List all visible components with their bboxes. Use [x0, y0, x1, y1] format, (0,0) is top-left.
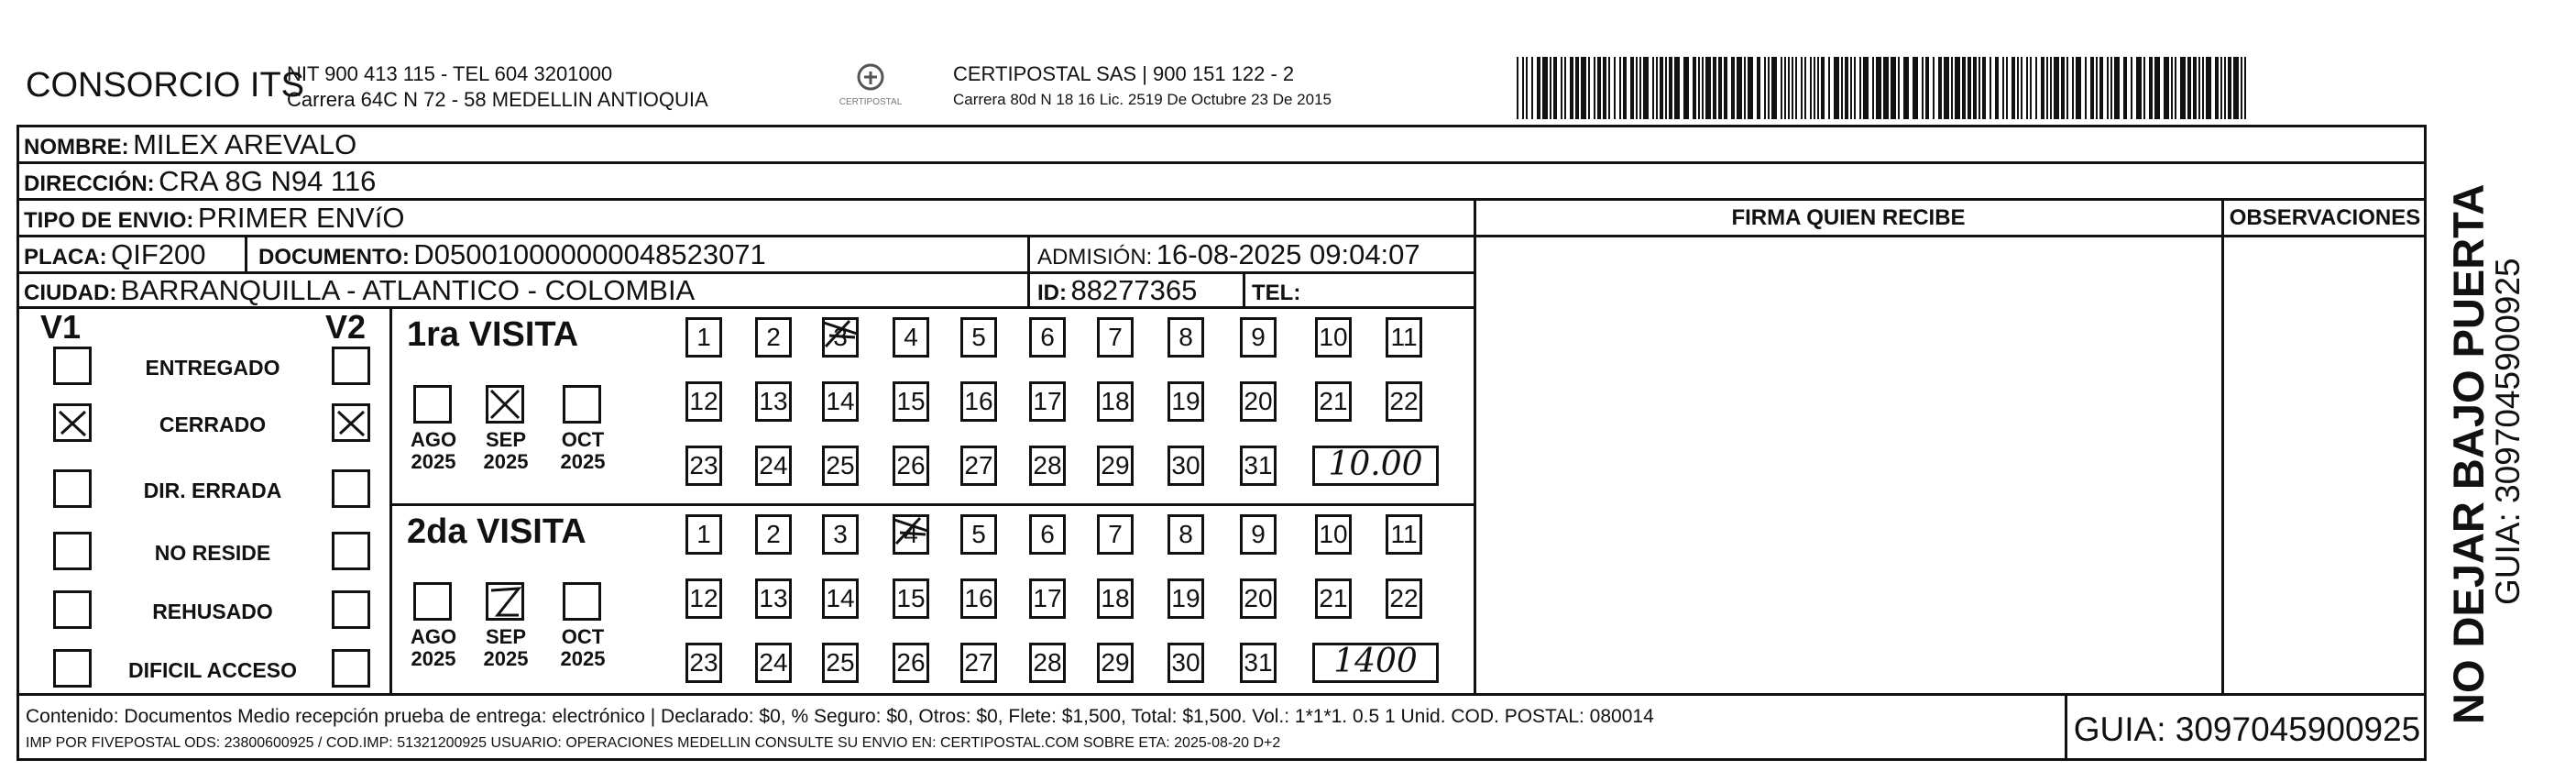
side-warning: NO DEJAR BAJO PUERTA — [2444, 183, 2493, 724]
barcode-bar — [1737, 57, 1742, 119]
month-checkbox[interactable] — [413, 385, 452, 424]
visit-hour[interactable]: 1400 — [1312, 643, 1439, 683]
month-checkbox[interactable] — [486, 582, 524, 621]
day-box[interactable]: 8 — [1167, 514, 1204, 555]
day-box[interactable]: 27 — [960, 446, 997, 486]
barcode-bar — [1817, 57, 1819, 119]
barcode-bar — [2041, 57, 2044, 119]
day-box[interactable]: 2 — [755, 514, 792, 555]
v1-label: V1 — [40, 308, 82, 346]
status-option-label: ENTREGADO — [145, 356, 280, 380]
barcode-bar — [1898, 57, 1900, 119]
barcode-bar — [1845, 57, 1848, 119]
day-box[interactable]: 1 — [685, 317, 722, 358]
day-box[interactable]: 20 — [1240, 381, 1277, 422]
day-box[interactable]: 19 — [1167, 578, 1204, 619]
barcode-bar — [1683, 57, 1689, 119]
barcode-bar — [2110, 57, 2112, 119]
day-box[interactable]: 21 — [1315, 381, 1352, 422]
day-box[interactable]: 13 — [755, 381, 792, 422]
barcode-bar — [2193, 57, 2197, 119]
status-option-label: REHUSADO — [152, 600, 273, 623]
barcode-bar — [1744, 57, 1746, 119]
barcode-bar — [1801, 57, 1803, 119]
id-label: ID: — [1037, 281, 1067, 305]
barcode-bar — [1588, 57, 1590, 119]
month-label: AGO 2025 — [410, 625, 457, 670]
barcode — [1517, 57, 2250, 119]
barcode-bar — [1944, 57, 1949, 119]
day-box[interactable]: 10 — [1315, 514, 1352, 555]
barcode-bar — [1619, 57, 1621, 119]
day-box[interactable]: 1 — [685, 514, 722, 555]
barcode-bar — [2123, 57, 2127, 119]
barcode-bar — [2187, 57, 2191, 119]
barcode-bar — [2171, 57, 2173, 119]
day-box[interactable]: 13 — [755, 578, 792, 619]
barcode-bar — [2228, 57, 2231, 119]
day-box[interactable]: 14 — [822, 381, 859, 422]
barcode-bar — [1575, 57, 1579, 119]
day-box[interactable]: 11 — [1386, 317, 1422, 358]
day-box[interactable]: 17 — [1029, 381, 1066, 422]
barcode-bar — [1841, 57, 1843, 119]
day-box[interactable]: 12 — [685, 578, 722, 619]
day-box[interactable]: 30 — [1167, 643, 1204, 683]
barcode-bar — [1903, 57, 1909, 119]
company-nit: NIT 900 413 115 - TEL 604 3201000 — [287, 62, 613, 85]
barcode-bar — [2090, 57, 2094, 119]
barcode-bar — [1979, 57, 1980, 119]
day-box[interactable]: 22 — [1386, 381, 1422, 422]
day-box[interactable]: 16 — [960, 578, 997, 619]
v2-label: V2 — [325, 308, 367, 346]
footer-details: Contenido: Documentos Medio recepción prueba de entrega: electrónico | Declarado: $0, % Seguro: $0, Otros: $0, Flete: $1,500, Total: $1,500. Vol.: 1*1*1. 0.5 1 Unid. COD. POSTAL: 080014 — [26, 706, 1654, 727]
barcode-bar — [1660, 57, 1663, 119]
day-box[interactable]: 24 — [755, 446, 792, 486]
barcode-bar — [1951, 57, 1953, 119]
barcode-bar — [1542, 57, 1548, 119]
day-box[interactable]: 20 — [1240, 578, 1277, 619]
v2-checkbox[interactable] — [332, 403, 370, 442]
day-box[interactable]: 2 — [755, 317, 792, 358]
company-name: CONSORCIO ITS — [26, 66, 305, 105]
direccion-label: DIRECCIÓN: — [24, 171, 155, 196]
barcode-bar — [2002, 57, 2004, 119]
tel-label: TEL: — [1252, 281, 1301, 305]
nombre-value: MILEX AREVALO — [133, 128, 357, 160]
barcode-bar — [1731, 57, 1735, 119]
month-checkbox[interactable] — [563, 385, 601, 424]
v2-checkbox[interactable] — [332, 590, 370, 629]
status-option-label: CERRADO — [159, 413, 267, 436]
barcode-bar — [1522, 57, 1524, 119]
day-box[interactable]: 15 — [893, 578, 929, 619]
day-box[interactable]: 14 — [822, 578, 859, 619]
day-box[interactable]: 29 — [1097, 643, 1134, 683]
barcode-bar — [2085, 57, 2087, 119]
day-box[interactable]: 15 — [893, 381, 929, 422]
barcode-bar — [1788, 57, 1790, 119]
month-checkbox[interactable] — [486, 385, 524, 424]
barcode-bar — [1764, 57, 1766, 119]
barcode-bar — [1962, 57, 1966, 119]
admision-value: 16-08-2025 09:04:07 — [1156, 238, 1420, 270]
day-box[interactable]: 25 — [822, 446, 859, 486]
v1-checkbox[interactable] — [53, 649, 92, 688]
day-box[interactable]: 23 — [685, 446, 722, 486]
day-box[interactable]: 7 — [1097, 317, 1134, 358]
barcode-bar — [1990, 57, 1991, 119]
barcode-bar — [1597, 57, 1601, 119]
status-option-label: DIR. ERRADA — [143, 479, 282, 502]
barcode-bar — [1955, 57, 1960, 119]
v2-checkbox[interactable] — [332, 347, 370, 385]
visit-hour[interactable]: 10.00 — [1312, 446, 1439, 486]
barcode-bar — [1570, 57, 1573, 119]
day-box[interactable]: 28 — [1029, 643, 1066, 683]
barcode-bar — [1863, 57, 1869, 119]
barcode-bar — [1550, 57, 1551, 119]
barcode-bar — [2164, 57, 2169, 119]
barcode-bar — [1810, 57, 1812, 119]
barcode-bar — [2026, 57, 2028, 119]
barcode-bar — [2114, 57, 2120, 119]
barcode-bar — [1623, 57, 1627, 119]
day-box[interactable]: 4 — [893, 514, 929, 555]
barcode-bar — [1724, 57, 1727, 119]
barcode-bar — [1883, 57, 1889, 119]
day-box[interactable]: 11 — [1386, 514, 1422, 555]
barcode-bar — [2046, 57, 2048, 119]
day-box[interactable]: 25 — [822, 643, 859, 683]
day-box[interactable]: 31 — [1240, 446, 1277, 486]
barcode-bar — [1656, 57, 1658, 119]
barcode-bar — [2149, 57, 2153, 119]
barcode-bar — [1872, 57, 1874, 119]
barcode-bar — [2244, 57, 2246, 119]
barcode-bar — [1784, 57, 1786, 119]
day-box[interactable]: 12 — [685, 381, 722, 422]
day-box[interactable]: 27 — [960, 643, 997, 683]
barcode-bar — [1665, 57, 1667, 119]
v1-checkbox[interactable] — [53, 347, 92, 385]
barcode-bar — [2006, 57, 2008, 119]
barcode-bar — [1973, 57, 1977, 119]
day-box[interactable]: 23 — [685, 643, 722, 683]
barcode-bar — [2050, 57, 2052, 119]
barcode-bar — [2131, 57, 2132, 119]
footer-guia: GUIA: 3097045900925 — [2073, 710, 2421, 748]
partner-name: CERTIPOSTAL SAS | 900 151 122 - 2 — [953, 62, 1295, 85]
barcode-bar — [1913, 57, 1918, 119]
month-checkbox[interactable] — [413, 582, 452, 621]
day-box[interactable]: 30 — [1167, 446, 1204, 486]
placa-label: PLACA: — [24, 245, 107, 270]
barcode-bar — [1643, 57, 1649, 119]
barcode-bar — [2215, 57, 2219, 119]
barcode-bar — [2011, 57, 2015, 119]
logo-text: CERTIPOSTAL — [839, 97, 903, 107]
barcode-bar — [2076, 57, 2081, 119]
barcode-bar — [1814, 57, 1815, 119]
barcode-bar — [2066, 57, 2068, 119]
barcode-bar — [1636, 57, 1638, 119]
barcode-bar — [1876, 57, 1881, 119]
observaciones-area[interactable] — [2225, 237, 2425, 691]
v2-checkbox[interactable] — [332, 469, 370, 508]
tipo-envio-label: TIPO DE ENVIO: — [24, 208, 194, 233]
barcode-bar — [1757, 57, 1760, 119]
barcode-bar — [1933, 57, 1935, 119]
barcode-bar — [1698, 57, 1700, 119]
barcode-bar — [1859, 57, 1861, 119]
day-box[interactable]: 18 — [1097, 381, 1134, 422]
barcode-bar — [1718, 57, 1722, 119]
barcode-bar — [1526, 57, 1528, 119]
barcode-bar — [1795, 57, 1797, 119]
nombre-label: NOMBRE: — [24, 135, 129, 160]
firma-label: FIRMA QUIEN RECIBE — [1731, 205, 1966, 230]
barcode-bar — [2202, 57, 2204, 119]
v2-checkbox[interactable] — [332, 649, 370, 688]
barcode-bar — [1995, 57, 1999, 119]
day-box[interactable]: 17 — [1029, 578, 1066, 619]
barcode-bar — [2099, 57, 2103, 119]
day-box[interactable]: 5 — [960, 317, 997, 358]
barcode-bar — [1713, 57, 1716, 119]
day-box[interactable]: 18 — [1097, 578, 1134, 619]
id-value: 88277365 — [1070, 274, 1198, 306]
barcode-bar — [1925, 57, 1929, 119]
barcode-bar — [1891, 57, 1896, 119]
barcode-bar — [1705, 57, 1711, 119]
barcode-bar — [2072, 57, 2074, 119]
day-box[interactable]: 6 — [1029, 317, 1066, 358]
barcode-bar — [2220, 57, 2222, 119]
barcode-bar — [1581, 57, 1586, 119]
partner-address: Carrera 80d N 18 16 Lic. 2519 De Octubre 23 De 2015 — [953, 91, 1332, 108]
month-checkbox[interactable] — [563, 582, 601, 621]
barcode-bar — [1771, 57, 1777, 119]
barcode-bar — [1968, 57, 1971, 119]
day-box[interactable]: 9 — [1240, 514, 1277, 555]
barcode-bar — [2054, 57, 2059, 119]
barcode-bar — [1748, 57, 1753, 119]
direccion-value: CRA 8G N94 116 — [159, 165, 377, 197]
day-box[interactable]: 28 — [1029, 446, 1066, 486]
day-box[interactable]: 16 — [960, 381, 997, 422]
barcode-bar — [1674, 57, 1680, 119]
company-address: Carrera 64C N 72 - 58 MEDELLIN ANTIOQUIA — [287, 88, 708, 111]
barcode-bar — [1850, 57, 1852, 119]
barcode-bar — [1614, 57, 1616, 119]
barcode-bar — [1922, 57, 1924, 119]
day-box[interactable]: 29 — [1097, 446, 1134, 486]
barcode-bar — [2198, 57, 2200, 119]
day-box[interactable]: 21 — [1315, 578, 1352, 619]
barcode-bar — [2154, 57, 2160, 119]
day-box[interactable]: 3 — [822, 317, 859, 358]
barcode-bar — [1603, 57, 1606, 119]
barcode-bar — [1630, 57, 1634, 119]
barcode-bar — [1828, 57, 1830, 119]
barcode-bar — [2180, 57, 2186, 119]
barcode-bar — [2206, 57, 2211, 119]
barcode-bar — [2017, 57, 2019, 119]
barcode-bar — [1938, 57, 1942, 119]
ciudad-label: CIUDAD: — [24, 281, 117, 305]
month-label: OCT 2025 — [560, 625, 606, 670]
month-label: AGO 2025 — [410, 428, 457, 473]
barcode-bar — [1669, 57, 1672, 119]
barcode-bar — [1639, 57, 1641, 119]
observaciones-label: OBSERVACIONES — [2229, 205, 2421, 230]
status-option-label: NO RESIDE — [154, 541, 271, 565]
barcode-bar — [1561, 57, 1562, 119]
barcode-bar — [1854, 57, 1856, 119]
barcode-bar — [1702, 57, 1704, 119]
barcode-bar — [2175, 57, 2176, 119]
barcode-bar — [1531, 57, 1533, 119]
barcode-bar — [1537, 57, 1540, 119]
barcode-bar — [1553, 57, 1557, 119]
month-label: SEP 2025 — [483, 428, 529, 473]
visit-title: 1ra VISITA — [407, 315, 579, 354]
day-box[interactable]: 6 — [1029, 514, 1066, 555]
v1-checkbox[interactable] — [53, 403, 92, 442]
visit-title: 2da VISITA — [407, 512, 586, 551]
day-box[interactable]: 19 — [1167, 381, 1204, 422]
day-box[interactable]: 3 — [822, 514, 859, 555]
day-box[interactable]: 26 — [893, 643, 929, 683]
barcode-bar — [2030, 57, 2032, 119]
barcode-bar — [2021, 57, 2022, 119]
barcode-bar — [2224, 57, 2226, 119]
day-box[interactable]: 5 — [960, 514, 997, 555]
barcode-bar — [1821, 57, 1825, 119]
barcode-bar — [1693, 57, 1696, 119]
side-guia: GUIA: 3097045900925 — [2489, 258, 2527, 605]
barcode-bar — [1792, 57, 1793, 119]
barcode-bar — [1652, 57, 1654, 119]
barcode-bar — [1594, 57, 1595, 119]
day-box[interactable]: 22 — [1386, 578, 1422, 619]
barcode-bar — [1834, 57, 1839, 119]
v1-checkbox[interactable] — [53, 590, 92, 629]
barcode-bar — [1564, 57, 1566, 119]
barcode-bar — [2061, 57, 2065, 119]
day-box[interactable]: 26 — [893, 446, 929, 486]
barcode-bar — [1608, 57, 1610, 119]
firma-area[interactable] — [1477, 237, 2220, 691]
v2-checkbox[interactable] — [332, 532, 370, 570]
barcode-bar — [1768, 57, 1770, 119]
day-box[interactable]: 31 — [1240, 643, 1277, 683]
month-label: SEP 2025 — [483, 625, 529, 670]
tipo-envio-value: PRIMER ENVíO — [197, 202, 405, 234]
admision-label: ADMISIÓN: — [1037, 245, 1153, 270]
barcode-bar — [1517, 57, 1518, 119]
day-box[interactable]: 4 — [893, 317, 929, 358]
barcode-bar — [1982, 57, 1986, 119]
status-option-label: DIFICIL ACCESO — [127, 658, 297, 682]
placa-value: QIF200 — [111, 238, 206, 270]
barcode-bar — [1804, 57, 1806, 119]
barcode-bar — [2136, 57, 2142, 119]
day-box[interactable]: 24 — [755, 643, 792, 683]
v1-checkbox[interactable] — [53, 532, 92, 570]
day-box[interactable]: 9 — [1240, 317, 1277, 358]
barcode-bar — [2096, 57, 2098, 119]
barcode-bar — [2107, 57, 2109, 119]
barcode-bar — [2035, 57, 2037, 119]
v1-checkbox[interactable] — [53, 469, 92, 508]
barcode-bar — [2233, 57, 2239, 119]
documento-value: D050010000000048523071 — [413, 238, 766, 270]
certipostal-logo — [825, 59, 916, 114]
month-label: OCT 2025 — [560, 428, 606, 473]
barcode-bar — [2143, 57, 2145, 119]
day-box[interactable]: 8 — [1167, 317, 1204, 358]
day-box[interactable]: 10 — [1315, 317, 1352, 358]
ciudad-value: BARRANQUILLA - ATLANTICO - COLOMBIA — [120, 274, 696, 306]
barcode-bar — [1781, 57, 1782, 119]
footer-print-info: IMP POR FIVEPOSTAL ODS: 23800600925 / COD.IMP: 51321200925 USUARIO: OPERACIONES MEDELLIN CONSULTE SU ENVIO EN: CERTIPOSTAL.COM SOBRE ETA: 2025-08-20 D+2 — [26, 735, 1281, 751]
barcode-bar — [2241, 57, 2242, 119]
day-box[interactable]: 7 — [1097, 514, 1134, 555]
documento-label: DOCUMENTO: — [258, 245, 410, 270]
